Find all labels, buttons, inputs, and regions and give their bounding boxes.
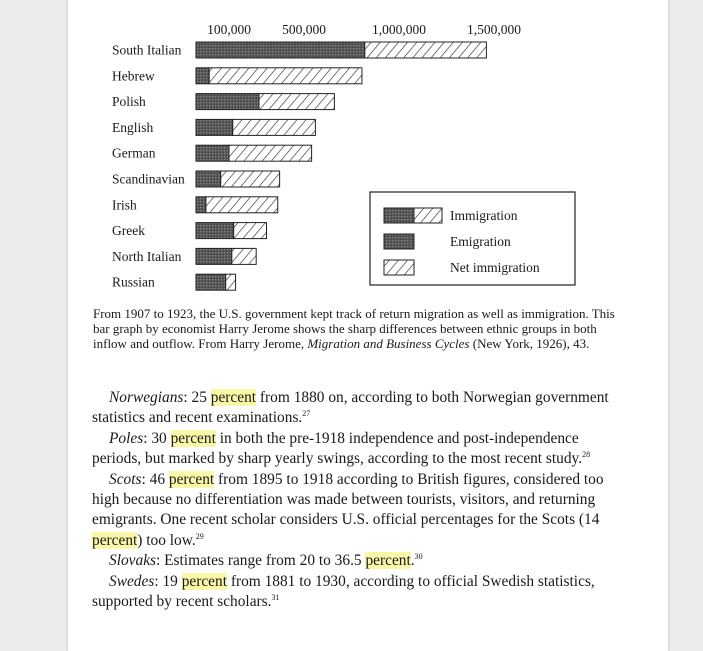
footnote-marker[interactable]: 31 [271, 592, 280, 602]
caption-text: From 1907 to 1923, the U.S. government kept track of return migration as well as immigration. This bar graph by economist Harry Jerome shows the sharp differences between ethnic groups in both inflow and outflow. From Harry Jerome, [93, 306, 615, 352]
highlight-percent: percent [168, 470, 215, 488]
legend-swatch-emigration [384, 208, 414, 223]
para-number: 25 [191, 389, 207, 406]
tick-label: 100,000 [207, 22, 251, 37]
para-label: Slovaks [109, 552, 157, 570]
bar-net-immigration [232, 248, 256, 264]
caption-book-title: Migration and Business Cycles [307, 336, 470, 352]
para-text: from 1881 to 1930, according to official Swedish statistics, supported by recent scholars. [92, 572, 595, 611]
para-label: Norwegians [109, 389, 184, 406]
legend-label: Emigration [450, 234, 511, 249]
bar-emigration [196, 68, 209, 84]
para-number: 46 [149, 470, 166, 488]
legend-swatch-emigration [384, 234, 414, 249]
para-label: Poles [109, 429, 144, 447]
paragraph-poles: Poles: 30 percent in both the pre-1918 independence and post-independence periods, but marked by sharp yearly swings, according to the most recent study.$^{28}$ [92, 429, 591, 468]
legend-label: Net immigration [450, 260, 540, 275]
bar-net-immigration [233, 119, 316, 135]
category-label: Polish [112, 94, 146, 110]
paragraph-norwegians: Norwegians: 25 percent from 1880 on, according to both Norwegian government statistics and recent examinations.$^{27}$ [92, 389, 609, 427]
body-text [92, 388, 612, 612]
tick-label: 500,000 [282, 22, 326, 37]
bar-net-immigration [365, 42, 487, 58]
para-tail: . [410, 552, 415, 570]
para-text: Estimates range from 20 to 36.5 [160, 552, 366, 570]
para-text: in both the pre-1918 independence and post-independence periods, but marked by sharp yearly swings, according to the most recent study. [92, 429, 583, 468]
footnote-marker[interactable]: 27 [302, 409, 311, 419]
bar-emigration [196, 197, 206, 213]
bar-emigration [196, 94, 259, 110]
paragraph-swedes: Swedes: 19 percent from 1881 to 1930, according to official Swedish statistics, supported by recent scholars.$^{31}$ [92, 572, 595, 611]
bar-emigration [196, 223, 234, 239]
bar-emigration [196, 42, 365, 58]
para-label: Swedes [109, 572, 155, 590]
bar-emigration [196, 119, 233, 135]
highlight-percent: percent [170, 429, 216, 447]
legend-swatch-net [414, 208, 442, 223]
paragraph-slovaks: Slovaks: Estimates range from 20 to 36.5 percent.$^{30}$ [109, 552, 423, 570]
footnote-marker[interactable]: 30 [414, 552, 423, 562]
highlight-percent: percent [210, 389, 257, 406]
tick-label: 1,500,000 [467, 22, 521, 37]
category-label: Greek [112, 223, 145, 239]
bar-net-immigration [259, 94, 334, 110]
category-label: South Italian [112, 42, 182, 58]
bar-net-immigration [234, 223, 267, 239]
figure-caption [93, 306, 623, 352]
tick-label: 1,000,000 [372, 22, 426, 37]
para-text: ) too low. [137, 531, 196, 549]
bar-net-immigration [229, 145, 312, 161]
para-text: from 1895 to 1918 according to British figures, considered too high because no differentiation was made between tourists, visitors, and returning emigrants. One recent scholar considers U.S. official percentages for the Scots (14 [92, 470, 604, 529]
bar-net-immigration [209, 68, 362, 84]
category-label: Russian [112, 274, 155, 290]
caption-citation: (New York, 1926), 43. [469, 336, 590, 352]
bar-emigration [196, 171, 221, 187]
highlight-percent: percent [181, 572, 227, 590]
book-page [68, 0, 668, 651]
category-label: Irish [112, 197, 137, 213]
para-label: Scots [109, 470, 142, 488]
footnote-marker[interactable]: 28 [582, 450, 591, 460]
legend-label: Immigration [450, 208, 518, 223]
para-number: 19 [162, 572, 178, 590]
highlight-percent: percent [92, 531, 138, 549]
category-label: Hebrew [112, 68, 155, 84]
bar-net-immigration [221, 171, 280, 187]
category-label: English [112, 119, 154, 135]
bar-emigration [196, 274, 226, 290]
para-number: 30 [151, 429, 167, 447]
category-label: German [112, 145, 156, 161]
bar-net-immigration [206, 197, 278, 213]
category-label: North Italian [112, 248, 182, 264]
highlight-percent: percent [365, 552, 411, 570]
para-text: from 1880 on, according to both Norwegian government statistics and recent examinations. [92, 389, 609, 427]
category-label: Scandinavian [112, 171, 185, 187]
bar-net-immigration [226, 274, 236, 290]
migration-bar-chart [68, 0, 668, 300]
bar-emigration [196, 145, 229, 161]
footnote-marker[interactable]: 29 [195, 531, 204, 541]
bar-emigration [196, 248, 232, 264]
paragraph-scots: Scots: 46 percent from 1895 to 1918 according to British figures, considered too high because no differentiation was made between tourists, visitors, and returning emigrants. One recent scholar considers U.S. official percentages for the Scots (14 percent) too low.$^{29}$ [92, 470, 604, 549]
legend-swatch-net [384, 260, 414, 275]
